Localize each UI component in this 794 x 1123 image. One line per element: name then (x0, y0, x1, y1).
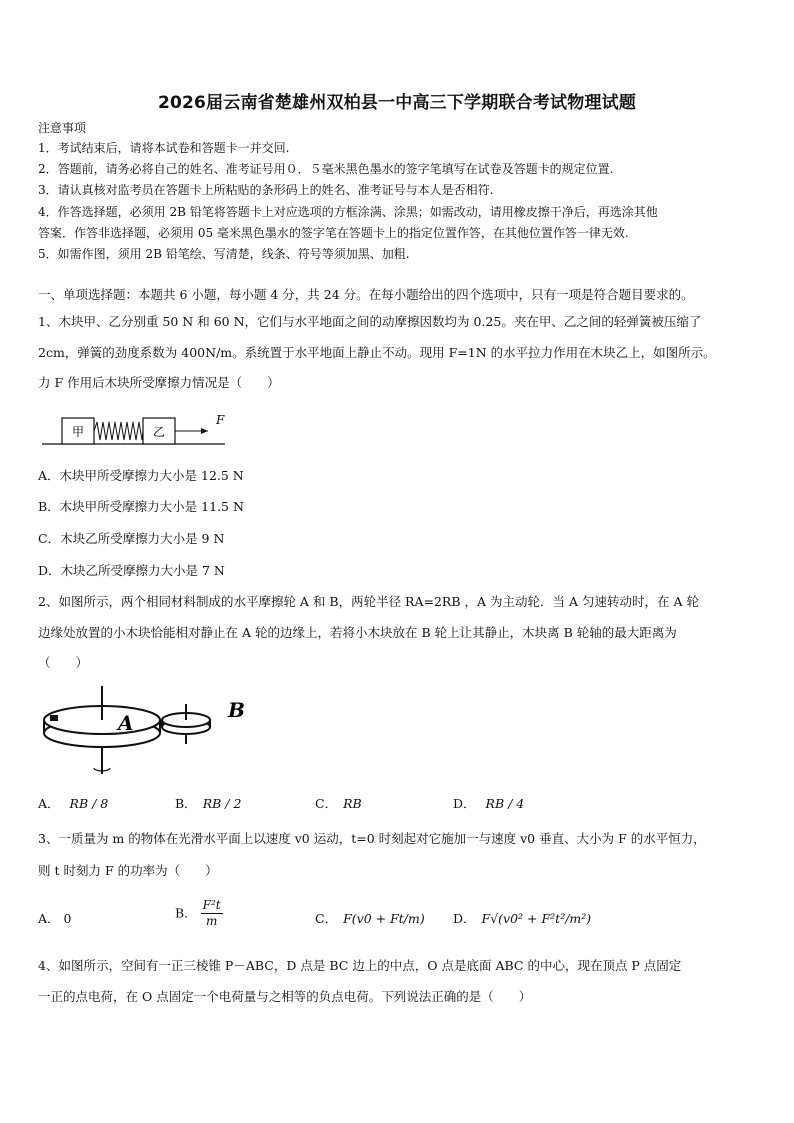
q3-option-d[interactable]: D． F√(v0² + F²t²/m²) (453, 911, 592, 926)
fraction: $\frac{\text{F²t}}{m}$ (202, 898, 221, 928)
question-4-text: 4、如图所示，空间有一正三棱锥 P－ABC，D 点是 BC 边上的中点，O 点是底面 ABC 的中心，现在顶点 P 点固定 (38, 958, 682, 973)
page-title: 2026届云南省楚雄州双柏县一中高三下学期联合考试物理试题 (157, 93, 637, 113)
wheel-a-label: A (118, 711, 134, 735)
option-a[interactable]: A．木块甲所受摩擦力大小是 12.5 N (38, 468, 244, 483)
q2-option-c[interactable]: C． RB (315, 796, 362, 811)
spring (94, 422, 143, 440)
notice-item: 答案．作答非选择题，必须用 05 毫米黑色墨水的签字笔在答题卡上的指定位置作答，在其他位置作答一律无效. (38, 226, 629, 240)
question-3-text: 3、一质量为 m 的物体在光滑水平面上以速度 v0 运动，t=0 时刻起对它施加一与速度 v0 垂直、大小为 F 的水平恒力， (38, 831, 706, 846)
option-d[interactable]: D．木块乙所受摩擦力大小是 7 N (38, 563, 225, 578)
force-arrow-icon (201, 428, 208, 434)
friction-wheels-figure (40, 682, 260, 782)
q3-option-c[interactable]: C． F(v0 + Ft/m) (315, 911, 425, 926)
question-3-text: 则 t 时刻力 F 的功率为（ ） (38, 863, 218, 878)
option-c[interactable]: C．木块乙所受摩擦力大小是 9 N (38, 531, 225, 546)
section-heading: 一、单项选择题：本题共 6 小题，每小题 4 分，共 24 分。在每小题给出的四个选项中，只有一项是符合题目要求的。 (38, 287, 694, 302)
block-yi-label: 乙 (152, 425, 166, 439)
wheel-b-label: B (228, 698, 245, 722)
q2-option-d[interactable]: D． RB / 4 (453, 796, 525, 811)
block-jia-label: 甲 (71, 425, 85, 439)
question-1-text: 2cm，弹簧的劲度系数为 400N/m。系统置于水平地面上静止不动。现用 F=1N 的水平拉力作用在木块乙上，如图所示。 (38, 345, 716, 360)
question-1-text: 力 F 作用后木块所受摩擦力情况是（ ） (38, 375, 280, 390)
q3-option-b[interactable]: B． $\frac{\text{F²t}}{m}$ (175, 898, 221, 928)
notice-item: 4．作答选择题，必须用 2B 铅笔将答题卡上对应选项的方框涂满、涂黑；如需改动，请用橡皮擦干净后，再选涂其他 (38, 205, 658, 219)
force-label: F (216, 413, 225, 427)
question-1-text: 1、木块甲、乙分别重 50 N 和 60 N，它们与水平地面之间的动摩擦因数均为 0.25。夹在甲、乙之间的轻弹簧被压缩了 (38, 314, 702, 329)
notice-item: 5．如需作图，须用 2B 铅笔绘、写清楚，线条、符号等须加黑、加粗. (38, 247, 410, 261)
spring-blocks-figure (40, 410, 240, 450)
q2-option-b[interactable]: B． RB / 2 (175, 796, 242, 811)
option-b[interactable]: B．木块甲所受摩擦力大小是 11.5 N (38, 499, 244, 514)
small-block (50, 715, 58, 721)
question-2-text: 边缘处放置的小木块恰能相对静止在 A 轮的边缘上，若将小木块放在 B 轮上让其静止，木块离 B 轮轴的最大距离为 (38, 625, 677, 640)
notice-heading: 注意事项 (38, 121, 87, 135)
notice-item: 1．考试结束后，请将本试卷和答题卡一并交回. (38, 141, 290, 155)
notice-item: 3．请认真核对监考员在答题卡上所粘贴的条形码上的姓名、准考证号与本人是否相符. (38, 183, 494, 197)
notice-item: 2．答题前，请务必将自己的姓名、准考证号用０．５毫米黑色墨水的签字笔填写在试卷及答题卡的规定位置. (38, 162, 614, 176)
q2-option-a[interactable]: A． RB / 8 (38, 796, 109, 811)
question-2-text: （ ） (38, 655, 89, 670)
q3-option-a[interactable]: A． 0 (38, 911, 72, 926)
question-2-text: 2、如图所示，两个相同材料制成的水平摩擦轮 A 和 B，两轮半径 RA=2RB ，A 为主动轮．当 A 匀速转动时，在 A 轮 (38, 594, 699, 609)
question-4-text: 一正的点电荷，在 O 点固定一个电荷量与之相等的负点电荷。下列说法正确的是（ ） (38, 989, 532, 1004)
